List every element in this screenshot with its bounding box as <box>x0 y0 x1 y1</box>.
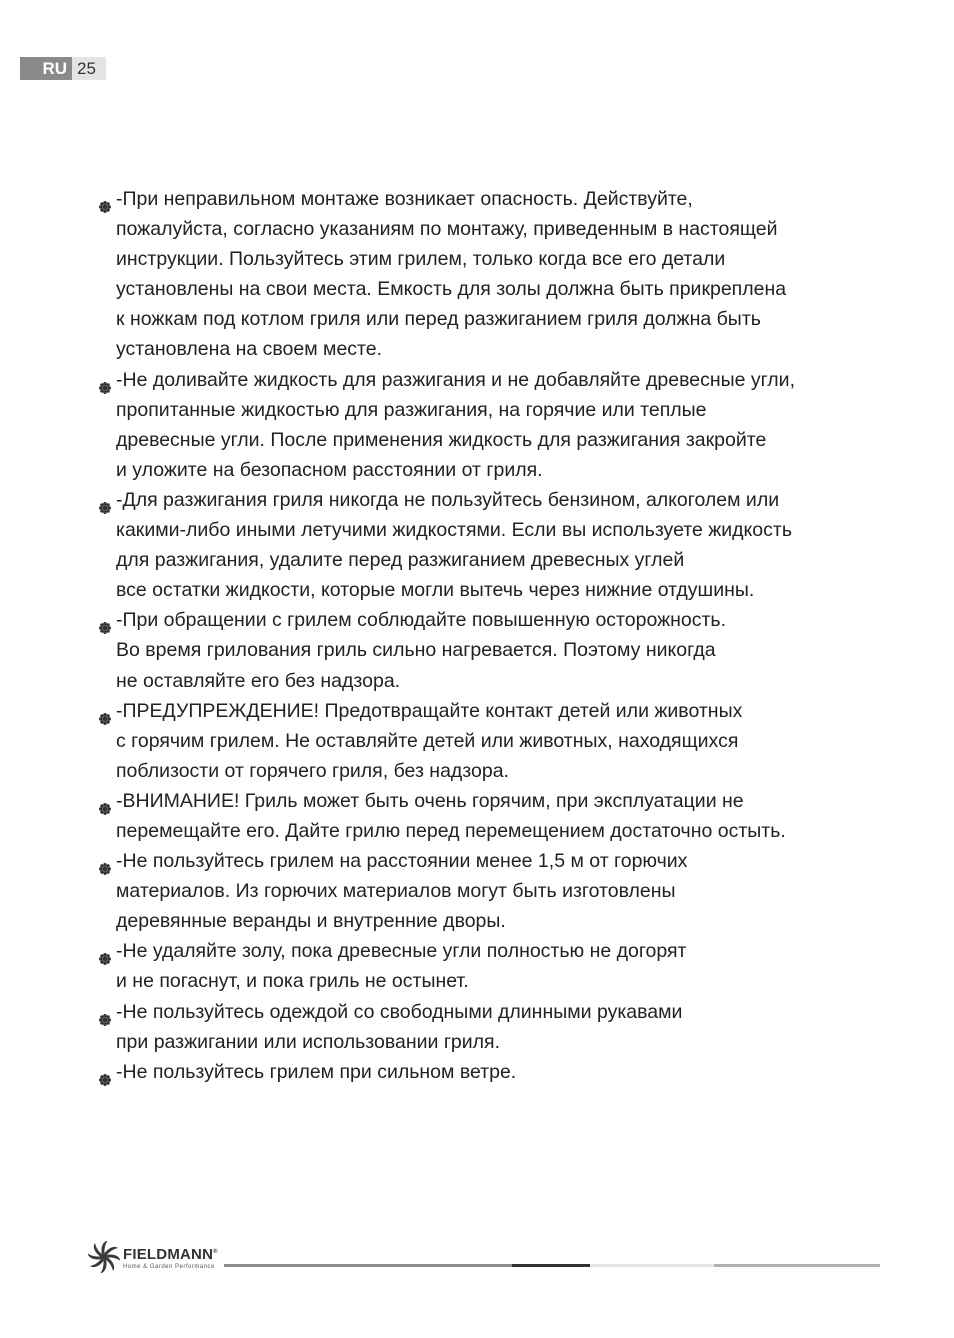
flower-bullet-icon <box>98 614 112 628</box>
flower-bullet-icon <box>98 945 112 959</box>
page-number: 25 <box>72 57 106 80</box>
list-item <box>98 1057 888 1087</box>
list-item-text: -Не удаляйте золу, пока древесные угли полностью не догорят и не погаснут, и пока гриль не остынет. <box>116 940 687 993</box>
footer-rule-segment <box>590 1264 714 1267</box>
list-item <box>98 846 888 936</box>
flower-bullet-icon <box>98 1066 112 1080</box>
flower-bullet-icon <box>98 494 112 508</box>
flower-bullet-icon <box>98 795 112 809</box>
footer-rule-segment <box>224 1264 512 1267</box>
fan-flower-icon <box>88 1241 120 1273</box>
list-item <box>98 936 888 996</box>
list-item-text: -Не пользуйтесь одеждой со свободными длинными рукавами при разжигании или использовании гриля. <box>116 1000 683 1053</box>
list-item <box>98 485 888 605</box>
brand-logo <box>88 1241 218 1273</box>
list-item <box>98 997 888 1057</box>
list-item-text: -ВНИМАНИЕ! Гриль может быть очень горячим, при эксплуатации не перемещайте его. Дайте грилю перед перемещением достаточно остыть. <box>116 789 786 842</box>
flower-bullet-icon <box>98 1006 112 1020</box>
safety-instructions-list <box>98 184 888 1087</box>
brand-tagline: Home & Garden Performance <box>123 1263 215 1270</box>
trademark-sign: ® <box>213 1248 218 1255</box>
language-badge: RU <box>20 57 72 80</box>
list-item <box>98 184 888 365</box>
flower-bullet-icon <box>98 193 112 207</box>
list-item-text: -При неправильном монтаже возникает опасность. Действуйте, пожалуйста, согласно указаниям по монтажу, приведенным в настоящей инструкции. Пользуйтесь этим грилем, только когда все его детали установлены на свои места. Емкость для золы должна быть прикреплена к ножкам под котлом гриля или перед разжиганием гриля должна быть установлена на своем месте. <box>116 188 787 361</box>
list-item-text: -Не доливайте жидкость для разжигания и не добавляйте древесные угли, пропитанные жидкостью для разжигания, на горячие или теплые древесные угли. После применения жидкость для разжигания закройте и уложите на безопасном расстоянии от гриля. <box>116 368 795 481</box>
list-item-text: -ПРЕДУПРЕЖДЕНИЕ! Предотвращайте контакт детей или животных с горячим грилем. Не оставляйте детей или животных, находящихся поблизости от горячего гриля, без надзора. <box>116 699 743 782</box>
list-item-text: -Для разжигания гриля никогда не пользуйтесь бензином, алкоголем или какими-либо иными летучими жидкостями. Если вы используете жидкость для разжигания, удалите перед разжиганием древесных углей все остатки жидкости, которые могли вытечь через нижние отдушины. <box>116 488 792 602</box>
list-item-text: -При обращении с грилем соблюдайте повышенную осторожность. Во время грилования гриль сильно нагревается. Поэтому никогда не оставляйте его без надзора. <box>116 609 726 692</box>
flower-bullet-icon <box>98 374 112 388</box>
brand-name: FIELDMANN® <box>123 1245 218 1263</box>
footer-rule-segment <box>714 1264 880 1267</box>
flower-bullet-icon <box>98 705 112 719</box>
footer <box>88 1241 880 1275</box>
list-item-text: -Не пользуйтесь грилем на расстоянии менее 1,5 м от горючих материалов. Из горючих материалов могут быть изготовлены деревянные веранды и внутренние дворы. <box>116 850 688 933</box>
list-item <box>98 696 888 786</box>
list-item <box>98 605 888 695</box>
flower-bullet-icon <box>98 855 112 869</box>
list-item-text: -Не пользуйтесь грилем при сильном ветре. <box>116 1060 517 1083</box>
list-item <box>98 786 888 846</box>
footer-rule-segment <box>512 1264 590 1267</box>
page-tag <box>20 57 106 80</box>
list-item <box>98 365 888 485</box>
